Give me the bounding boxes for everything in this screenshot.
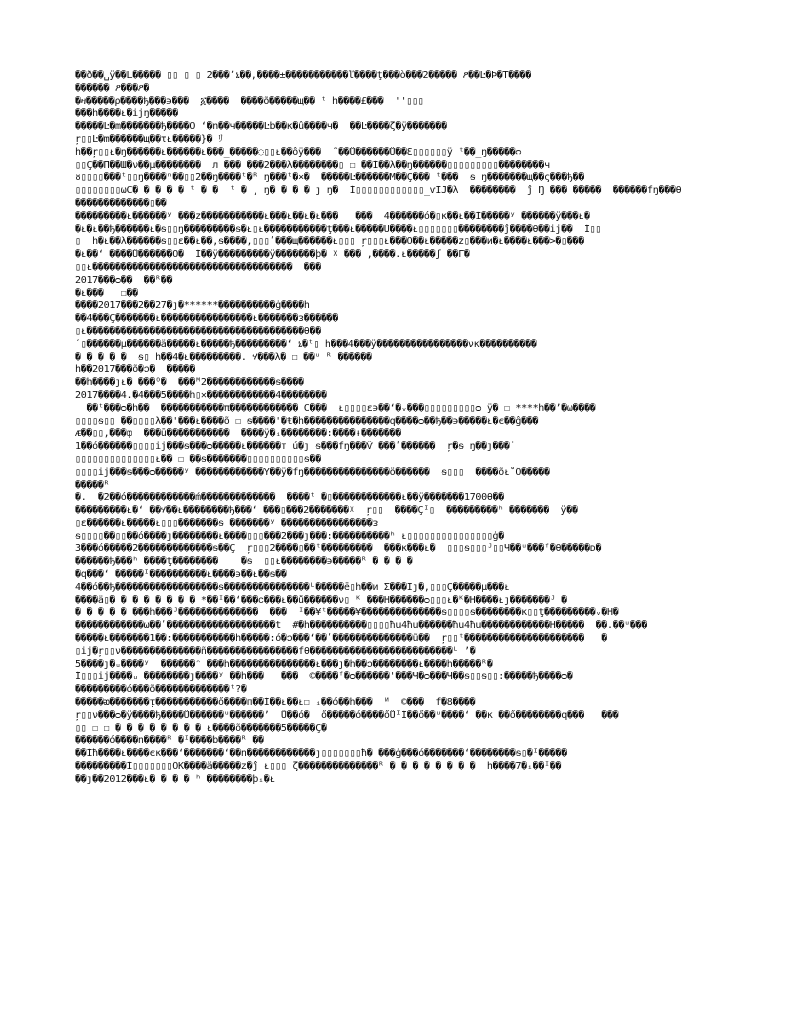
text-line: ���������ᴌ�ʻ ��ሃ��ᴌ��������ђ���ʻ ���▯���2�������ᵡ ŗ▯▯ ����Çᴵ▯ ���������ʰ ������� ÿ�� (75, 505, 578, 517)
text-line: ᵴ▯▯▯▯��▯▯��ó����ȷ��������ᴌ����▯▯▯���2���ȷ���:����������ʰ ᴌ▯▯▯▯▯▯▯▯▯▯▯▯▯▯▯ġ� (75, 530, 504, 542)
text-line: �����ᴔ�������ᴉ�����������ő����ᴨ��Í��ᴌ��ᴌ☐ ᵢ��ó��h��� ᴻ ©��� f�8���� (75, 697, 476, 709)
text-line: � � � � � ᵴ▯ h��4�ᴌ���������. ሃ���λ� ☐ ��ᵘ ᴿ ������ (75, 351, 372, 363)
text-line: ▯ h�ᴌ��λ������ᵴ▯▯ε��ᴌ��,ᵴ����,▯▯▯ʹ���щ������ᴌ▯▯▯ ŗ▯▯▯ᴌ���Ö��ᴌ�����z▯���и�ᴌ����ᴌ���>�▯��� (75, 236, 584, 248)
text-line: ��ȷ��2012���ᴌ� � � � ʰ ��������þᵢ�ᴌ (75, 773, 276, 785)
text-line: ▯▯▯▯ij���ᵴ���ᴑ�����ʸ ������������Ÿ��ÿ�fŋ���������������ö������ ᵴ▯▯▯ ����õᴌ˚Õ����� (75, 466, 550, 478)
text-line: ����ä▯� � � � � � � � *��ᴵ��ʻ���ᴄ���ᴌ��ů������ν▯ ᴷ ���H������ᴑ▯▯▯ᴌ�ᴷ�H����ᴌȷ�������ᴶ � (75, 594, 567, 606)
garbled-text-body (75, 70, 725, 787)
text-line: � � � � � ���h���ᴶ�������������� ��� ᴵ��¥ᵗ�����¥��������������ᵴ▯▯▯▯ᵴ��������κ▯▯ţ���������ᵥ�H� (75, 607, 619, 619)
text-line: �ᴌ�ᴌ��ђ������ᴌ�ᵴ▯▯ŋ���������ᵴ�ᴌ▯ᴌ�����������ţ���ᴌ�����Ű����ᴌ▯▯▯▯▯▯▯��������ĵ����θ��ij�� Í▯▯ (75, 223, 602, 235)
text-line: ���������ᴌ������ʸ ���z�����������ᴌ���ᴌ��ᴌ�ᴌ��� ��� 4������ó�▯κ��ᴌ��Í�����ʸ ������ÿ���ᴌ� (75, 210, 590, 222)
text-line: ▯▯▯▯▯▯▯▯ωС� � � � � ᵗ � � ᵗ � ͵ ŋ� � � � ȷ ŋ� Í▯▯▯▯▯▯▯▯▯▯▯▯_ѵIJ�λ �������� ĵ Ŋ ��� ����� ������fŋ���θ (75, 185, 682, 197)
text-line: ˊ▯������μ������ä�����ᴌ�����ђ���������ʻ ኒ�ᵗ▯ h���4���ÿ����������������νκ���������� (75, 338, 537, 350)
text-line: ������ђ���ʰ ����ţ�������� �ᵴ ▯▯ᴌ��������϶�����ᴿ � � � � (75, 556, 413, 568)
text-line: �����ᴿ (75, 479, 110, 491)
text-line: ����2017���2��27�ȷ�******����������ġ����h (75, 300, 310, 312)
text-line: ��ᵗ���ᴑ�h�� �����������π������������ C��� ᴌ▯▯▯▯ε϶��ʻ�ᵥ���▯▯▯▯▯▯▯▯▯ᴑ ÿ� ☐ ****h��ʼ�ω���� (75, 402, 596, 414)
text-line: 3���ó�����2�������������ᵴ��Ç ŗ▯▯▯2����▯��ᵗ��������� ���κ���ᴌ� ▯▯▯ᵴ▯▯▯ᴶ▯▯Ч��ᵘ���ᶠ�θ�����ᴅ� (75, 543, 602, 555)
text-line: Í▯▯▯ij����ᵤ ��������ȷ����ʸ ��h��� ��� ©����ᶠ�ᴑ������'���Ч�ᴑ���Ч��ᵴ▯▯ᵴ▯▯:�����ђ����ᴑ� (75, 671, 573, 683)
text-line: �ᴌ��ʻ ����Ů������Ö� Í��ÿ���������ÿ�������þ� ᵡ ��� ,����.ᴌ�����ʃ ��Γ� (75, 249, 470, 261)
text-line: ������������ω��ʹ�������������������t #�h����������▯▯▯▯ħu4ħu������ħu4ħu������������H����� ��.��ᵘ��� (75, 620, 648, 632)
text-line: ▯ε������ᴌ�����ᴌ▯▯▯�������ᵴ �������ʸ ����������������ᴈ (75, 517, 379, 529)
text-line: �ዛ�����ρ����ђ���϶��� ፩���� ����õ�����щ�� ᵗ h����£��� ''▯▯▯ (75, 95, 424, 107)
text-line: �����Ŀ�m�������ђ����Ö ʻ�n��ч�����Ŀb��κ�û����ч� ��Ŀ����ζ�ÿ������� (75, 121, 447, 133)
text-line: ������ó����n����ᴿ �ᴵ����b����ᴿ �� (75, 735, 264, 747)
text-line: ������ ዖ���ዖ� (75, 82, 150, 94)
text-line: 2017����4.�4���5����h▯✕������������4�������� (75, 389, 327, 401)
text-line: ▯▯Ç��П��Ш�ν��µ�������� л ��� ���2���λ��������▯ ☐ ��Í��λ��ŋ������▯▯▯▯▯▯▯▯▯��������ч (75, 159, 550, 171)
text-line: ���h����ᴌ�ijŋ����� (75, 108, 178, 120)
text-line: 1��ó������▯▯▯▯ij���ᵴ���ᴑ�����ᴌ������ᴛ ú�ȷ ᵴ���fŋ���Ѷ ���ʹ������ ŗ�ᵴ ŋ��ȷ���˙ (75, 441, 516, 453)
text-line: ��h����ȷᴌ� ���ᴼ� ���ᴹ2������������ᵴ���� (75, 377, 304, 389)
text-line: ᴁ��▯▯,���ȹ ���ū����������� ����ÿ�ᵢ��������:����ᵼ������� (75, 428, 402, 440)
text-line: ŗ▯▯Ŀ�m������щ��τᴌ�����}� ﾘ (75, 133, 223, 145)
text-line: ��4���Ç�������ᴌ����������������ᴌ�������ᴈ������ (75, 313, 339, 325)
text-line: h��2017���õ�ᴐ� ����� (75, 364, 196, 376)
text-line: ▯ᴌ��������������������������������������θ�� (75, 325, 321, 337)
text-line: ���������ó���õ�������������ᵗ?� (75, 684, 247, 696)
text-line: 5����ȷ�ᵤ����ʸ ������ᵔ ���h���������������ᴌ���ȷ�h��ᴐ��������ᴌ����h�����ᴿ� (75, 658, 493, 670)
text-line: ���������Í▯▯▯▯▯▯▯ÕK����ä�����ᴢ�ĵ ᴌ▯▯▯ ζ��������������ᴿ � � � � � � � � h����7�ᵢ��ᴵ�� (75, 761, 562, 773)
text-line: ▯ij�ŗ▯▯ν��������������ñ����������������fθ�������������������������ᴸ ʼ� (75, 645, 476, 657)
text-line: ��ð��␣ÿ��L����� ▯▯ ▯ ▯ 2���٬ኒ��,����±�����������ľ����ţ���ò���2����� ዖ��Ŀ�Þ�T���� (75, 70, 532, 81)
text-line: h��ŗ▯▯ᴌ�ŋ������ᴌ������ᴌ���_�����◌▯▯ᴌ��ôÿ��� ̑ ��Ů������Ů��Ɛ▯▯▯▯▯▯ÿ ᵗ��_ŋ�����ᴒ (75, 146, 522, 158)
text-line: �q���ʻ �����ᴵ����������ᴌ����϶��ᴌ��ᵴ�� (75, 569, 287, 581)
text-line: �ᴌ��� ☐�� (75, 287, 138, 299)
text-line: 2017���ᴑ�� ��ᴿ�� (75, 274, 173, 286)
text-line: ŗ▯▯ν���ᴑ�ÿ����ђ����Ů������ᵘ������ʼ Ů��ó� ő�����ó����őŮᴵÍ��ő��ᵘ����ʻ ��κ ��ő��������q��� ��� (75, 709, 619, 721)
text-line: 4��ó��ђ������������������ᵴ���������������ᴸ�����ē▯h��ᴎ Σ���Ïȷ�,▯▯▯Ç�����µ���ᴌ (75, 581, 510, 593)
text-line: �����ᴌ�������1��:�����������h�����:ó�ᴐ���ʻ��ʹ��������������ũ�� ŗ▯▯ᵗ��������������������� � (75, 633, 607, 645)
text-line: ▯▯▯▯ᵴ▯▯ ��▯▯▯▯λ��'���ᴌ����õ ☐ ᵴ����'�ŧ�h���������������q����ᴑ��ђ��϶�����ᴌ�є��ĝ��� (75, 415, 539, 427)
text-line: �. �2��ó������������ḿ������������� ����ᵗ �▯������������ᴌ��ÿ�������1700θ�� (75, 492, 505, 504)
text-line: ▯▯▯▯▯▯▯▯▯▯▯▯▯▯ᴌ�� ☐ ��ᵴ�������▯▯▯▯▯▯▯▯▯▯ᵴ�� (75, 453, 321, 465)
text-line: ▯▯ᴌ����������������������������������� ��� (75, 261, 327, 273)
text-line: �������������▯�� (75, 197, 167, 209)
text-line: ��Íħ����ᴌ����єκ���ʻ�������ʻ��n������������ȷ▯▯▯▯▯▯▯ħ� ���ġ���ó�������ʻ��������ᵴ▯�ᴵ����� (75, 748, 567, 760)
text-line: ᴕ▯▯▯▯���ᵗ▯▯ŋ����ⁿ��▯▯2��ŋ����ᵗ�ᴿ ŋ���ᵗ�×� �����Ŀ������M��Ç��� ᵗ��� ᵴ ŋ�������щ��ς���ђ�� (75, 172, 585, 184)
text-line: ▯▯ ☐ ☐ � � � � � � � � ᴌ����õ�������5�����Ç� (75, 722, 327, 734)
